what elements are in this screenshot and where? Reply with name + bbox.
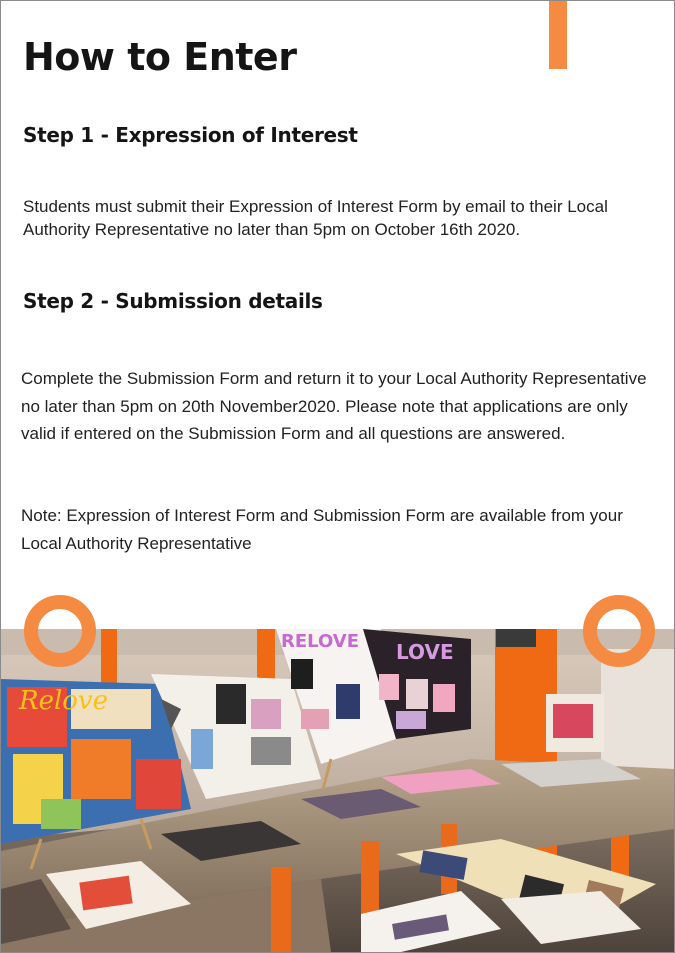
page-title: How to Enter (23, 35, 297, 79)
exhibition-photo (1, 629, 674, 952)
step-2-heading: Step 2 - Submission details (23, 289, 323, 313)
note-text: Note: Expression of Interest Form and Submission Form are available from your Local Authority Representative (21, 506, 623, 553)
decorative-ring-left (24, 595, 96, 667)
step-2-text: Complete the Submission Form and return it to your Local Authority Representative no later than 5pm on 20th November2020. Please note that applications are only valid if entered on the Submission Form and all questions are answered. (21, 369, 647, 443)
step-1-text: Students must submit their Expression of Interest Form by email to their Local Authority Representative no later than 5pm on October 16th 2020. (23, 197, 608, 239)
poster-word-relove-2: RELOVE (281, 631, 360, 652)
poster-word-relove: Relove (19, 686, 109, 716)
decorative-ring-right (583, 595, 655, 667)
poster-word-love: LOVE (396, 640, 454, 664)
step-1-heading: Step 1 - Expression of Interest (23, 123, 358, 147)
accent-bar (549, 1, 567, 69)
